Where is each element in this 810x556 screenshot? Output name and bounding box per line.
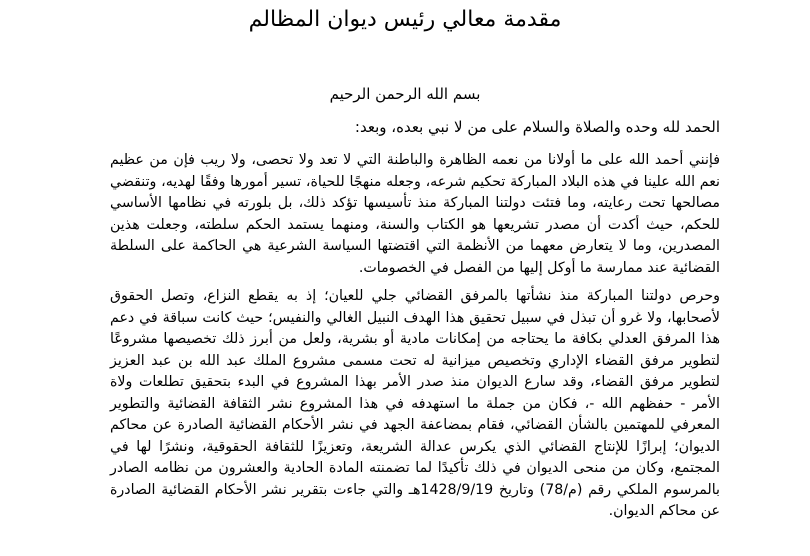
page-title: مقدمة معالي رئيس ديوان المظالم bbox=[248, 7, 562, 32]
opening-line: الحمد لله وحده والصلاة والسلام على من لا نبي بعده، وبعد: bbox=[354, 118, 720, 136]
basmala: بسم الله الرحمن الرحيم bbox=[329, 85, 481, 103]
paragraph-1: فإنني أحمد الله على ما أولانا من نعمه الظاهرة والباطنة التي لا تعد ولا تحصى، ولا ريب فإن من عظيم نعم الله علينا في هذه البلاد المباركة تحكيم شرعه، وجعله منهجًا للحياة، تسير أمورها وفقًا لهديه، وتنقضي مصالحها تحت رعايته، وما فتئت دولتنا المباركة منذ تأسيسها تؤكد ذلك، بل بلورته في نظامها الأساسي للحكم، حيث أكدت أن مصدر تشريعها هو الكتاب والسنة، ومنهما يستمد الحكم سلطته، وجعلت هذين المصدرين، وما لا يتعارض معهما من الأنظمة التي اقتضتها السياسة الشرعية هي الحاكمة على السلطة القضائية عند ممارسة ما أوكل إليها من الفصل في الخصومات. bbox=[110, 152, 720, 276]
paragraph-2: وحرص دولتنا المباركة منذ نشأتها بالمرفق القضائي جلي للعيان؛ إذ به يقطع النزاع، وتصل الحقوق لأصحابها، ولا غرو أن تبذل في سبيل تحقيق هذا الهدف النبيل الغالي والنفيس؛ حيث كانت سباقة في دعم هذا المرفق العدلي بكافة ما يحتاجه من إمكانات مادية أو بشرية، ولعل من أبرز ذلك تخصيصها مشروعًا لتطوير مرفق القضاء الإداري وتخصيص ميزانية له تحت مسمى مشروع الملك عبد الله بن عبد العزيز لتطوير مرفق القضاء، وقد سارع الديوان منذ صدر الأمر بهذا المشروع في البدء بتحقيق تطلعات ولاة الأمر - حفظهم الله -، فكان من جملة ما استهدفه في هذا المشروع نشر الثقافة القضائية والتطوير المعرفي للمهتمين بالشأن القضائي، فقام بمضاعفة الجهد في نشر الأحكام القضائية الصادرة عن محاكم الديوان؛ إبرازًا للإنتاج القضائي الذي يكرس عدالة الشريعة، وتعزيزًا للثقافة الحقوقية، ونشرًا لها في المجتمع، وكان من منحى الديوان في ذلك تأكيدًا لما تضمنته المادة الحادية والعشرون من نظامه الصادر بالمرسوم الملكي رقم (م/78) وتاريخ 1428/9/19هـ والتي جاءت بتقرير نشر الأحكام القضائية الصادرة عن محاكم الديوان. bbox=[110, 288, 720, 519]
